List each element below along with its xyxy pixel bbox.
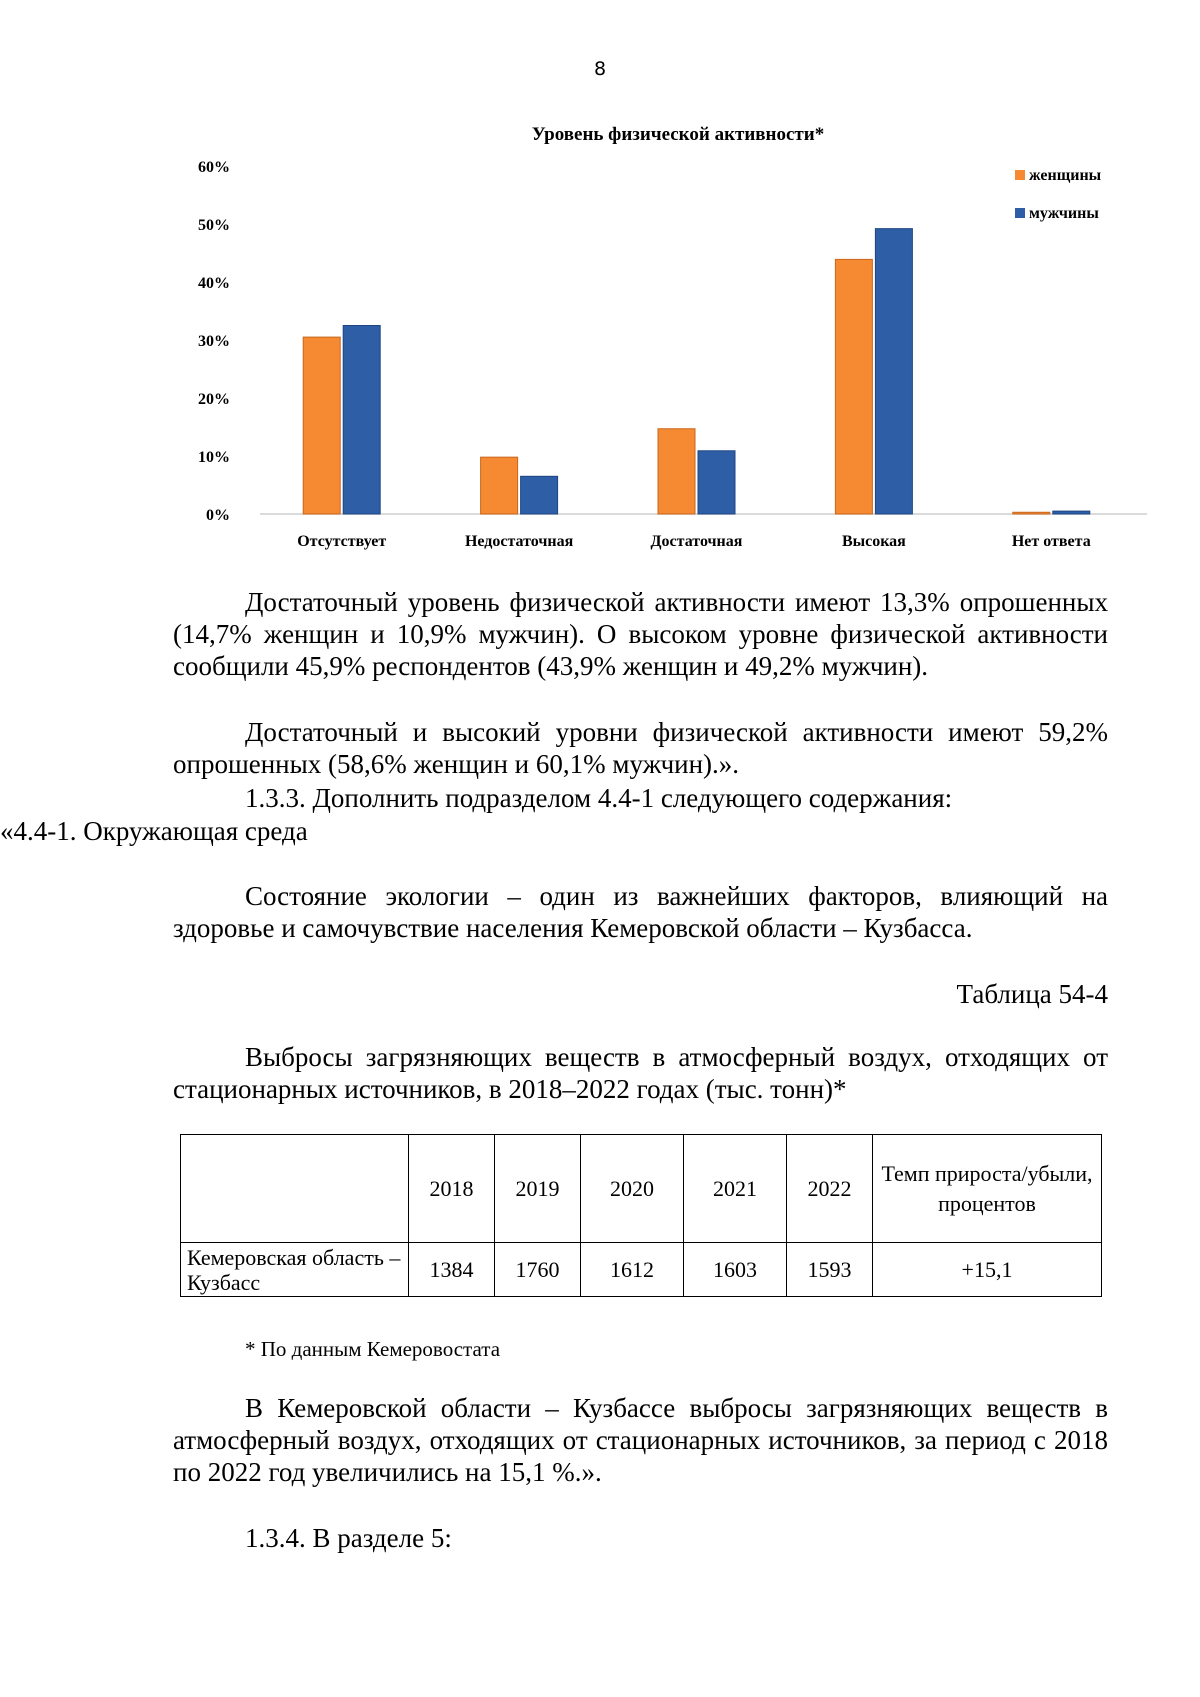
table-header-cell: 2020 bbox=[581, 1135, 684, 1243]
legend-swatch bbox=[1015, 208, 1025, 218]
table-caption: Выбросы загрязняющих веществ в атмосферный воздух, отходящих от стационарных источников, в 2018–2022 годах (тыс. тонн)* bbox=[173, 1042, 1108, 1104]
bar-men bbox=[521, 476, 558, 514]
bar-women bbox=[658, 429, 695, 514]
table-cell: 1384 bbox=[409, 1243, 495, 1297]
y-tick-label: 50% bbox=[198, 217, 230, 234]
y-tick-label: 20% bbox=[198, 391, 230, 408]
y-axis-ticks bbox=[198, 159, 230, 524]
bar-women bbox=[303, 337, 340, 514]
x-category-label: Высокая bbox=[841, 533, 906, 550]
table-cell: 1612 bbox=[581, 1243, 684, 1297]
y-tick-label: 10% bbox=[198, 449, 230, 466]
legend bbox=[1015, 167, 1102, 222]
table-cell: 1593 bbox=[787, 1243, 873, 1297]
y-tick-label: 30% bbox=[198, 333, 230, 350]
x-category-label: Достаточная bbox=[650, 533, 743, 550]
x-axis-labels bbox=[297, 533, 1091, 550]
table-label: Таблица 54-4 bbox=[956, 979, 1108, 1009]
y-tick-label: 60% bbox=[198, 159, 230, 176]
table-cell: 1760 bbox=[495, 1243, 581, 1297]
bar-women bbox=[481, 457, 518, 514]
table-cell: 1603 bbox=[684, 1243, 787, 1297]
bar-men bbox=[1053, 511, 1090, 514]
bars bbox=[303, 229, 1090, 514]
x-category-label: Недостаточная bbox=[464, 533, 574, 550]
table-header-cell: Темп прироста/убыли, процентов bbox=[873, 1135, 1102, 1243]
chart-title: Уровень физической активности* bbox=[531, 124, 825, 145]
paragraph-amendment-1-3-3: 1.3.3. Дополнить подразделом 4.4-1 следующего содержания: bbox=[245, 783, 953, 813]
table-header-cell: 2022 bbox=[787, 1135, 873, 1243]
x-category-label: Нет ответа bbox=[1011, 533, 1091, 550]
table-cell: +15,1 bbox=[873, 1243, 1102, 1297]
emissions-table bbox=[180, 1134, 1102, 1297]
bar-women bbox=[1013, 512, 1050, 514]
paragraph-amendment-1-3-4: 1.3.4. В разделе 5: bbox=[245, 1523, 452, 1553]
table-header-cell bbox=[181, 1135, 409, 1243]
section-heading-environment: «4.4-1. Окружающая среда bbox=[0, 816, 308, 846]
bar-men bbox=[698, 451, 735, 514]
bar-chart bbox=[190, 118, 1160, 558]
table-header-cell: 2018 bbox=[409, 1135, 495, 1243]
bar-men bbox=[343, 326, 380, 515]
paragraph-ecology: Состояние экологии – один из важнейших факторов, влияющий на здоровье и самочувствие населения Кемеровской области – Кузбасса. bbox=[173, 881, 1108, 943]
bar-men bbox=[875, 229, 912, 514]
table-header-cell: 2019 bbox=[495, 1135, 581, 1243]
page-number: 8 bbox=[593, 58, 607, 80]
legend-label: мужчины bbox=[1029, 205, 1099, 222]
table-footnote: * По данным Кемеровостата bbox=[245, 1337, 501, 1361]
table-cell: Кемеровская область – Кузбасс bbox=[181, 1243, 409, 1297]
paragraph-physical-activity: Достаточный уровень физической активности имеют 13,3% опрошенных (14,7% женщин и 10,9% мужчин). О высоком уровне физической активности сообщили 45,9% респондентов (43,9% женщин и 49,2% мужчин). bbox=[173, 587, 1108, 681]
paragraph-emissions-conclusion: В Кемеровской области – Кузбассе выбросы загрязняющих веществ в атмосферный воздух, отходящих от стационарных источников, за период с 2018 по 2022 год увеличились на 15,1 %.». bbox=[173, 1393, 1108, 1487]
bar-women bbox=[835, 259, 872, 514]
y-tick-label: 0% bbox=[206, 507, 230, 524]
table-header-row bbox=[181, 1135, 1102, 1243]
legend-label: женщины bbox=[1029, 167, 1102, 184]
y-tick-label: 40% bbox=[198, 275, 230, 292]
table-row bbox=[181, 1243, 1102, 1297]
paragraph-activity-summary: Достаточный и высокий уровни физической активности имеют 59,2% опрошенных (58,6% женщин и 60,1% мужчин).». bbox=[173, 717, 1108, 779]
x-category-label: Отсутствует bbox=[297, 533, 387, 550]
table-header-cell: 2021 bbox=[684, 1135, 787, 1243]
legend-swatch bbox=[1015, 170, 1025, 180]
